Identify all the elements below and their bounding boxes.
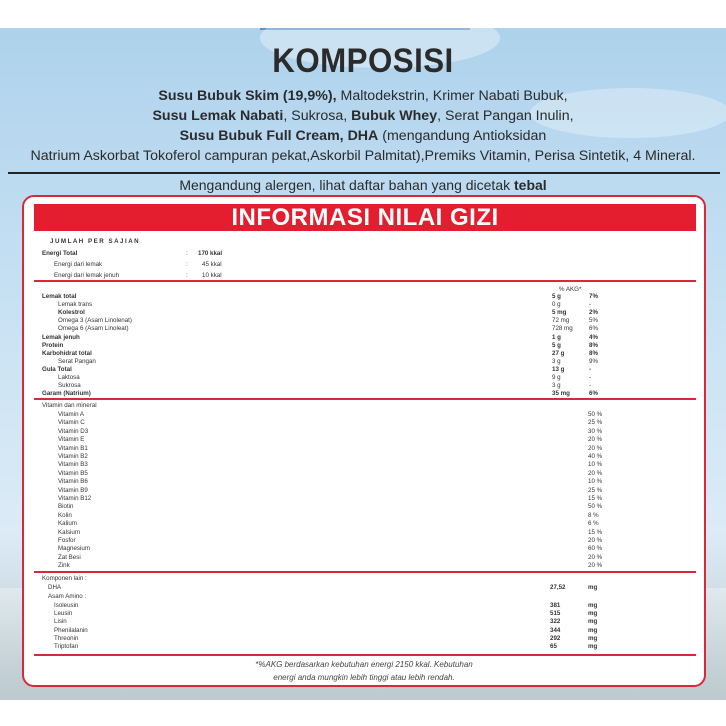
nutrient-akg: - — [589, 365, 592, 373]
nutrient-label: Karbohidrat total — [42, 349, 92, 357]
nutrient-amount: 5 g — [552, 293, 561, 300]
ingredients-list — [0, 86, 726, 166]
energy-label: Energi dari lemak jenuh — [54, 272, 120, 279]
vitamin-label: Kalium — [58, 520, 77, 528]
vitamin-label: Vitamin B1 — [58, 444, 88, 452]
component-unit: mg — [588, 634, 598, 642]
vitamin-akg: 25 % — [588, 486, 603, 494]
allergen-bold-word: tebal — [514, 177, 547, 193]
footnote-line: *%AKG berdasarkan kebutuhan energi 2150 kkal. Kebutuhan — [255, 660, 473, 669]
nutrient-akg: 7% — [589, 293, 598, 300]
ingredient-text: Maltodekstrin, Krimer Nabati Bubuk, — [336, 88, 568, 104]
energy-value: 10 kkal — [202, 272, 222, 279]
serving-label: JUMLAH PER SAJIAN — [50, 238, 141, 245]
component-label: DHA — [48, 584, 62, 591]
component-amount: 515 — [550, 610, 561, 618]
nutrient-amount: 35 mg — [552, 390, 570, 398]
nutrient-amount: 72 mg — [552, 317, 570, 325]
component-label: Lisin — [54, 618, 67, 626]
ingredient-allergen: Susu Lemak Nabati — [152, 108, 284, 124]
separator: : — [186, 272, 188, 279]
vitamin-akg: 60 % — [588, 545, 603, 553]
energy-value: 45 kkal — [202, 261, 222, 268]
ingredient-text: (mengandung Antioksidan — [378, 128, 547, 144]
nutrient-label: Serat Pangan — [58, 357, 96, 365]
nutrient-label: Lemak jenuh — [42, 333, 80, 341]
vitamin-akg: 50 % — [588, 411, 603, 418]
nutrition-header: INFORMASI NILAI GIZI — [34, 204, 696, 231]
vitamin-label: Vitamin E — [58, 436, 85, 444]
allergen-text: Mengandung alergen, lihat daftar bahan yang dicetak — [179, 177, 514, 193]
vitamin-label: Vitamin B5 — [58, 469, 88, 477]
vitamin-label: Fosfor — [58, 537, 76, 544]
vitamin-label: Vitamin D3 — [58, 427, 89, 435]
vitamin-akg: 20 % — [588, 553, 603, 561]
vitamin-label: Vitamin B9 — [58, 486, 88, 494]
vitamin-akg: 15 % — [588, 495, 603, 502]
component-label: Phenilalanin — [54, 626, 88, 634]
allergen-note — [0, 177, 726, 193]
nutrient-amount: 3 g — [552, 357, 561, 365]
ingredient-text: , Sukrosa, — [283, 108, 352, 124]
nutrient-amount: 27 g — [552, 349, 565, 357]
ingredient-text: , Serat Pangan Inulin, — [437, 108, 574, 124]
vitamin-label: Kolin — [58, 511, 72, 519]
divider — [34, 654, 696, 656]
energy-value: 170 kkal — [198, 250, 223, 257]
vitamin-label: Biotin — [58, 503, 74, 511]
ingredient-allergen: Susu Bubuk Full Cream, DHA — [179, 128, 379, 144]
vitamin-akg: 20 % — [588, 444, 603, 452]
vitamin-label: Vitamin A — [58, 411, 85, 418]
component-label: Leusin — [54, 610, 73, 618]
ingredient-allergen: Susu Bubuk Skim (19,9%), — [158, 88, 337, 104]
energy-label: Energi Total — [42, 250, 78, 257]
nutrient-akg: 2% — [589, 309, 598, 317]
footnote — [24, 658, 704, 684]
ingredients-line — [0, 86, 726, 106]
vitamin-akg: 30 % — [588, 427, 603, 435]
nutrient-label: Kolestrol — [58, 309, 85, 317]
nutrient-label: Omega 6 (Asam Linoleat) — [58, 325, 129, 333]
separator: : — [186, 250, 188, 257]
divider — [34, 398, 696, 400]
nutrient-label: Laktosa — [58, 374, 80, 381]
vitamin-akg: 10 % — [588, 478, 603, 486]
nutrient-akg: 8% — [589, 349, 598, 357]
vitamin-akg: 20 % — [588, 469, 603, 477]
nutrient-amount: 3 g — [552, 382, 561, 390]
nutrient-akg: 6% — [589, 325, 598, 333]
component-amount: 27,52 — [550, 584, 566, 591]
vitamin-label: Vitamin B12 — [58, 495, 92, 502]
nutrient-akg: 9% — [589, 357, 598, 365]
component-unit: mg — [588, 584, 598, 591]
nutrient-amount: 9 g — [552, 374, 561, 381]
vitamin-akg: 6 % — [588, 520, 599, 528]
component-unit: mg — [588, 618, 598, 626]
component-amount: 65 — [550, 643, 557, 650]
nutrient-akg: 8% — [589, 341, 598, 349]
nutrient-label: Sukrosa — [58, 382, 81, 390]
nutrient-label: Omega 3 (Asam Linolenat) — [58, 317, 132, 325]
vitamin-label: Vitamin B2 — [58, 453, 88, 460]
vitamin-akg: 8 % — [588, 511, 599, 519]
nutrient-akg: 5% — [589, 317, 598, 325]
nutrient-amount: 1 g — [552, 333, 561, 341]
nutrition-facts-panel — [22, 195, 706, 687]
ingredients-line — [0, 106, 726, 126]
nutrient-akg: 4% — [589, 333, 598, 341]
nutrient-label: Protein — [42, 341, 64, 349]
separator: : — [186, 261, 188, 268]
nutrient-amount: 728 mg — [552, 325, 573, 333]
ingredients-line — [0, 146, 726, 166]
component-amount: 292 — [550, 634, 561, 642]
vitamin-label: Vitamin B6 — [58, 478, 88, 486]
other-components-title: Komponen lain : — [42, 575, 87, 582]
nutrient-akg: 6% — [589, 390, 598, 398]
ingredient-text: Natrium Askorbat Tokoferol campuran pekat,Askorbil Palmitat),Premiks Vitamin, Perisa Sintetik, 4 Mineral. — [30, 148, 696, 164]
vitamin-akg: 50 % — [588, 503, 603, 511]
nutrient-label: Garam (Natrium) — [42, 390, 91, 398]
component-label: Asam Amino : — [48, 593, 87, 600]
nutrient-amount: 5 g — [552, 341, 561, 349]
ingredient-allergen: Bubuk Whey — [351, 108, 438, 124]
nutrient-amount: 13 g — [552, 365, 565, 373]
vitamin-label: Vitamin C — [58, 419, 85, 427]
vitamin-label: Zat Besi — [58, 553, 81, 561]
nutrient-amount: 5 mg — [552, 309, 567, 317]
nutrient-label: Lemak trans — [58, 301, 93, 309]
vitamin-label: Zink — [58, 562, 70, 570]
vitamin-label: Magnesium — [58, 545, 90, 553]
component-amount: 322 — [550, 618, 561, 626]
vitamins-title: Vitamin dan mineral — [42, 402, 97, 409]
nutrient-akg: - — [589, 374, 592, 381]
component-unit: mg — [588, 602, 598, 609]
vitamin-akg: 25 % — [588, 419, 603, 427]
component-label: Isoleusin — [54, 602, 79, 609]
component-unit: mg — [588, 643, 598, 650]
nutrient-akg: - — [589, 301, 592, 309]
divider — [34, 571, 696, 573]
component-amount: 344 — [550, 626, 561, 634]
footnote-line: energi anda mungkin lebih tinggi atau lebih rendah. — [273, 673, 455, 682]
vitamin-akg: 10 % — [588, 461, 603, 469]
vitamin-akg: 20 % — [588, 537, 603, 544]
vitamin-akg: 20 % — [588, 562, 603, 570]
component-unit: mg — [588, 610, 598, 618]
component-amount: 381 — [550, 602, 561, 609]
nutrient-amount: 0 g — [552, 301, 561, 309]
nutrient-label: Lemak total — [42, 293, 77, 300]
vitamin-akg: 15 % — [588, 528, 603, 536]
nutrient-akg: - — [589, 382, 592, 390]
nutrient-label: Gula Total — [42, 365, 72, 373]
component-unit: mg — [588, 626, 598, 634]
divider — [8, 172, 720, 174]
energy-label: Energi dari lemak — [54, 261, 103, 268]
vitamin-label: Vitamin B3 — [58, 461, 88, 469]
component-label: Triptofan — [54, 643, 79, 650]
vitamin-label: Kalsium — [58, 528, 81, 536]
composition-title: KOMPOSISI — [272, 42, 454, 80]
divider — [34, 280, 696, 282]
component-label: Threonin — [54, 634, 79, 642]
akg-column-header: % AKG* — [559, 286, 582, 293]
ingredients-line — [0, 126, 726, 146]
vitamin-akg: 20 % — [588, 436, 603, 444]
vitamin-akg: 40 % — [588, 453, 603, 460]
